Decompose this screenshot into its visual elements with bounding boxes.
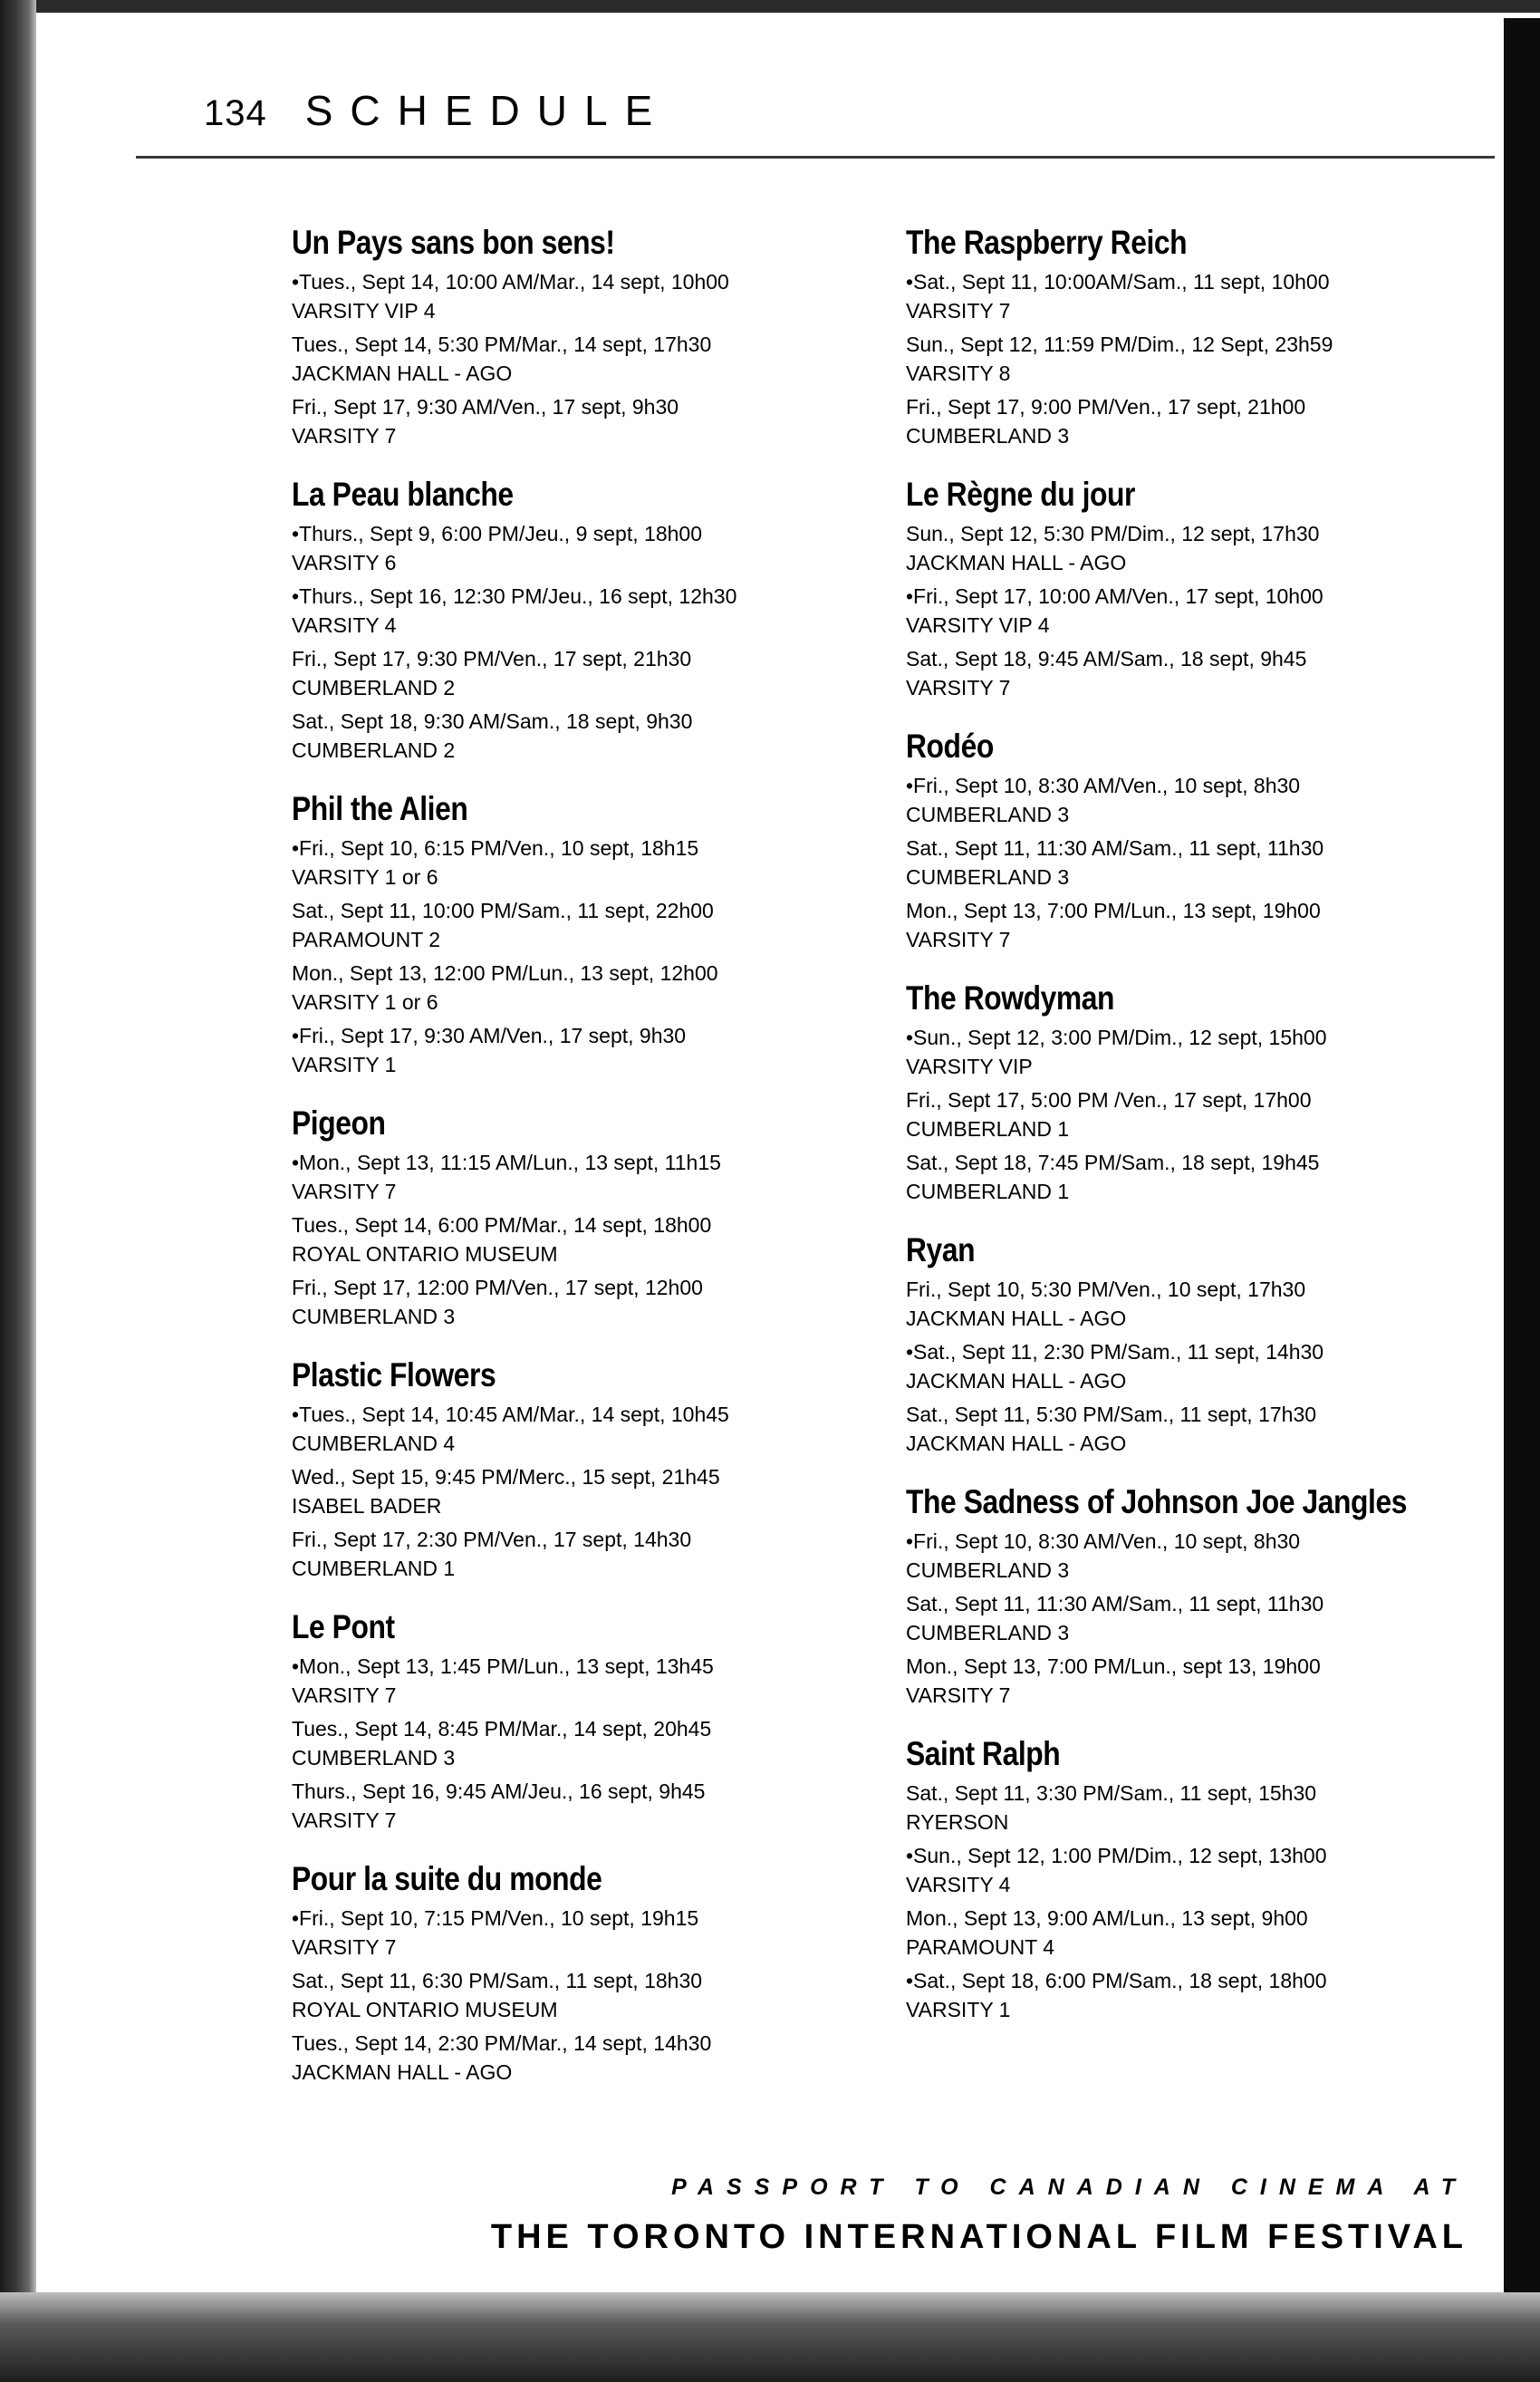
screening-time: Mon., Sept 13, 7:00 PM/Lun., 13 sept, 19h00 <box>906 899 1321 922</box>
screening-time: Fri., Sept 17, 9:00 PM/Ven., 17 sept, 21h00 <box>906 395 1306 419</box>
screening-venue: VARSITY 4 <box>292 613 397 637</box>
screening <box>906 1085 1495 1143</box>
screening <box>292 1525 881 1583</box>
screening-venue: JACKMAN HALL - AGO <box>906 551 1127 574</box>
screening-time: Sun., Sept 12, 11:59 PM/Dim., 12 Sept, 23h59 <box>906 333 1333 356</box>
screening <box>906 644 1495 702</box>
screening-time: Fri., Sept 17, 9:30 AM/Ven., 17 sept, 9h30 <box>292 395 679 419</box>
scan-edge-top <box>0 0 1540 13</box>
film-entry <box>292 1606 881 1835</box>
film-entry <box>906 474 1495 702</box>
scan-edge-bottom <box>0 2292 1540 2382</box>
scan-edge-left <box>0 0 36 2382</box>
screening-time: Sat., Sept 11, 10:00 PM/Sam., 11 sept, 22h00 <box>292 899 714 922</box>
film-entry <box>292 222 881 450</box>
film-entry <box>906 1733 1495 2024</box>
screening-venue: VARSITY 7 <box>906 299 1011 323</box>
screening-venue: ISABEL BADER <box>292 1494 442 1518</box>
screening-venue: VARSITY 1 <box>292 1053 397 1076</box>
screening-venue: VARSITY 7 <box>292 1180 397 1203</box>
screening-time: Fri., Sept 17, 2:30 PM/Ven., 17 sept, 14h30 <box>292 1528 692 1551</box>
screening <box>292 896 881 954</box>
screening-time: •Mon., Sept 13, 1:45 PM/Lun., 13 sept, 13h45 <box>292 1654 714 1678</box>
screening <box>292 1273 881 1331</box>
screening-time: Tues., Sept 14, 2:30 PM/Mar., 14 sept, 14h30 <box>292 2031 712 2055</box>
screening <box>292 1966 881 2024</box>
screening <box>906 1400 1495 1458</box>
screening-time: •Fri., Sept 10, 7:15 PM/Ven., 10 sept, 19h15 <box>292 1906 699 1930</box>
screening <box>292 392 881 450</box>
screening-venue: VARSITY VIP 4 <box>906 613 1050 637</box>
film-title: Ryan <box>906 1231 976 1268</box>
screening <box>906 1652 1495 1710</box>
screening-venue: JACKMAN HALL - AGO <box>906 1432 1127 1455</box>
screening <box>292 519 881 577</box>
screening-venue: VARSITY VIP 4 <box>292 299 436 323</box>
screening <box>292 644 881 702</box>
screening <box>906 582 1495 640</box>
screening <box>292 1210 881 1268</box>
screening-venue: PARAMOUNT 4 <box>906 1935 1055 1959</box>
screening-time: Sat., Sept 11, 3:30 PM/Sam., 11 sept, 15h30 <box>906 1781 1317 1805</box>
film-title: Phil the Alien <box>292 790 468 827</box>
screening-venue: CUMBERLAND 3 <box>292 1746 456 1770</box>
screening-time: Fri., Sept 10, 5:30 PM/Ven., 10 sept, 17h30 <box>906 1278 1306 1301</box>
screening-time: •Fri., Sept 17, 9:30 AM/Ven., 17 sept, 9h30 <box>292 1024 687 1047</box>
screening <box>292 582 881 640</box>
film-entry <box>292 1355 881 1583</box>
film-entry <box>906 1481 1495 1710</box>
screening-time: Sat., Sept 11, 11:30 AM/Sam., 11 sept, 11h30 <box>906 836 1324 860</box>
scan-edge-right <box>1504 18 1540 2382</box>
screening-time: Mon., Sept 13, 9:00 AM/Lun., 13 sept, 9h00 <box>906 1906 1308 1930</box>
film-title: Plastic Flowers <box>292 1356 496 1394</box>
screening <box>906 1275 1495 1333</box>
screening <box>292 1652 881 1710</box>
screening <box>292 1904 881 1962</box>
film-entry <box>292 1103 881 1331</box>
screening-venue: VARSITY 6 <box>292 551 397 574</box>
film-entry <box>292 788 881 1079</box>
screening-venue: JACKMAN HALL - AGO <box>292 2060 513 2084</box>
screening-venue: VARSITY 7 <box>906 928 1011 951</box>
film-title: Rodéo <box>906 728 994 765</box>
page-header <box>204 86 669 140</box>
screening-venue: VARSITY VIP <box>906 1055 1033 1078</box>
screening-venue: CUMBERLAND 1 <box>906 1180 1070 1203</box>
film-title: La Peau blanche <box>292 476 514 513</box>
screening-venue: CUMBERLAND 3 <box>906 424 1070 448</box>
schedule-column-left <box>292 222 881 2110</box>
screening-venue: CUMBERLAND 3 <box>906 865 1070 889</box>
screening-time: •Mon., Sept 13, 11:15 AM/Lun., 13 sept, 11h15 <box>292 1151 721 1174</box>
screening <box>292 330 881 388</box>
screening <box>906 1527 1495 1585</box>
screening-time: Tues., Sept 14, 5:30 PM/Mar., 14 sept, 17h30 <box>292 333 712 356</box>
screening <box>292 1777 881 1835</box>
screening <box>906 896 1495 954</box>
screening-venue: VARSITY 7 <box>292 1808 397 1832</box>
screening <box>292 959 881 1017</box>
screening-venue: CUMBERLAND 2 <box>292 676 456 699</box>
screening-venue: VARSITY 7 <box>906 676 1011 699</box>
screening-venue: CUMBERLAND 3 <box>292 1305 456 1328</box>
screening-time: Sat., Sept 11, 11:30 AM/Sam., 11 sept, 11h30 <box>906 1592 1324 1615</box>
screening <box>906 1841 1495 1899</box>
screening-time: •Sun., Sept 12, 1:00 PM/Dim., 12 sept, 13h00 <box>906 1844 1327 1867</box>
screening-venue: VARSITY 1 <box>906 1998 1011 2021</box>
screening-venue: ROYAL ONTARIO MUSEUM <box>292 1242 558 1266</box>
screening-venue: VARSITY 7 <box>292 1683 397 1707</box>
screening <box>906 1966 1495 2024</box>
screening-venue: CUMBERLAND 3 <box>906 1558 1070 1582</box>
screening-time: Sun., Sept 12, 5:30 PM/Dim., 12 sept, 17h30 <box>906 522 1320 545</box>
screening-time: Sat., Sept 11, 6:30 PM/Sam., 11 sept, 18h30 <box>292 1969 703 1992</box>
screening-venue: RYERSON <box>906 1810 1009 1834</box>
screening <box>292 1148 881 1206</box>
screening-venue: JACKMAN HALL - AGO <box>292 362 513 385</box>
screening-time: Mon., Sept 13, 12:00 PM/Lun., 13 sept, 12h00 <box>292 961 718 985</box>
screening-venue: JACKMAN HALL - AGO <box>906 1369 1127 1393</box>
screening <box>906 1148 1495 1206</box>
film-title: The Rowdyman <box>906 979 1114 1017</box>
screening-time: Fri., Sept 17, 5:00 PM /Ven., 17 sept, 17h00 <box>906 1088 1312 1112</box>
screening-time: •Sat., Sept 18, 6:00 PM/Sam., 18 sept, 18h00 <box>906 1969 1327 1992</box>
screening-venue: VARSITY 7 <box>906 1683 1011 1707</box>
screening <box>292 267 881 325</box>
screening <box>906 330 1495 388</box>
screening <box>292 1462 881 1520</box>
screening-venue: CUMBERLAND 2 <box>292 738 456 762</box>
screening-time: Sat., Sept 18, 9:30 AM/Sam., 18 sept, 9h30 <box>292 709 693 733</box>
schedule-column-right <box>906 222 1495 2048</box>
screening <box>906 1904 1495 1962</box>
screening-venue: VARSITY 7 <box>292 1935 397 1959</box>
film-title: Pigeon <box>292 1104 386 1142</box>
film-entry <box>906 222 1495 450</box>
film-title: Le Règne du jour <box>906 476 1136 513</box>
screening-venue: VARSITY 8 <box>906 362 1011 385</box>
screening <box>292 707 881 765</box>
screening-time: •Fri., Sept 17, 10:00 AM/Ven., 17 sept, 10h00 <box>906 584 1323 608</box>
screening <box>906 1023 1495 1081</box>
screening-venue: JACKMAN HALL - AGO <box>906 1307 1127 1330</box>
screening-time: •Fri., Sept 10, 8:30 AM/Ven., 10 sept, 8h30 <box>906 774 1301 797</box>
screening-venue: PARAMOUNT 2 <box>292 928 441 951</box>
screening-venue: VARSITY 1 or 6 <box>292 990 438 1014</box>
screening-venue: VARSITY 4 <box>906 1873 1011 1896</box>
screening-time: •Sat., Sept 11, 2:30 PM/Sam., 11 sept, 14h30 <box>906 1340 1324 1364</box>
film-entry <box>292 474 881 765</box>
screening-venue: CUMBERLAND 3 <box>906 1621 1070 1644</box>
section-title: SCHEDULE <box>304 87 670 134</box>
screening-time: •Sun., Sept 12, 3:00 PM/Dim., 12 sept, 15h00 <box>906 1026 1327 1049</box>
film-entry <box>292 1858 881 2087</box>
screening-time: •Fri., Sept 10, 6:15 PM/Ven., 10 sept, 18h15 <box>292 836 699 860</box>
screening <box>292 834 881 892</box>
film-entry <box>906 978 1495 1206</box>
screening-time: Thurs., Sept 16, 9:45 AM/Jeu., 16 sept, 9h45 <box>292 1779 706 1803</box>
screening <box>906 834 1495 892</box>
screening <box>292 1714 881 1772</box>
screening-time: Sat., Sept 11, 5:30 PM/Sam., 11 sept, 17h30 <box>906 1403 1317 1426</box>
screening-venue: VARSITY 7 <box>292 424 397 448</box>
screening <box>292 1400 881 1458</box>
screening-venue: VARSITY 1 or 6 <box>292 865 438 889</box>
screening-time: Tues., Sept 14, 8:45 PM/Mar., 14 sept, 20h45 <box>292 1717 712 1741</box>
screening-time: Sat., Sept 18, 9:45 AM/Sam., 18 sept, 9h45 <box>906 647 1307 670</box>
screening <box>906 267 1495 325</box>
screening-venue: CUMBERLAND 1 <box>906 1117 1070 1141</box>
footer-tagline: PASSPORT TO CANADIAN CINEMA AT <box>671 2175 1468 2200</box>
footer-festival-name: THE TORONTO INTERNATIONAL FILM FESTIVAL <box>490 2218 1468 2256</box>
screening-time: •Fri., Sept 10, 8:30 AM/Ven., 10 sept, 8h30 <box>906 1529 1301 1553</box>
screening-time: •Tues., Sept 14, 10:45 AM/Mar., 14 sept, 10h45 <box>292 1403 729 1426</box>
screening <box>906 519 1495 577</box>
screening-venue: CUMBERLAND 4 <box>292 1432 456 1455</box>
film-title: Le Pont <box>292 1608 395 1645</box>
screening <box>292 1021 881 1079</box>
screening-time: Wed., Sept 15, 9:45 PM/Merc., 15 sept, 21h45 <box>292 1465 720 1489</box>
screening-time: Mon., Sept 13, 7:00 PM/Lun., sept 13, 19h00 <box>906 1654 1321 1678</box>
film-title: The Sadness of Johnson Joe Jangles <box>906 1483 1407 1520</box>
screening <box>906 392 1495 450</box>
screening <box>292 2029 881 2087</box>
film-title: Saint Ralph <box>906 1735 1061 1772</box>
screening <box>906 1337 1495 1395</box>
screening-time: Fri., Sept 17, 9:30 PM/Ven., 17 sept, 21h30 <box>292 647 692 670</box>
header-rule <box>136 156 1495 159</box>
screening-venue: ROYAL ONTARIO MUSEUM <box>292 1998 558 2021</box>
screening-venue: CUMBERLAND 3 <box>906 803 1070 826</box>
screening-time: Tues., Sept 14, 6:00 PM/Mar., 14 sept, 18h00 <box>292 1213 712 1237</box>
screening <box>906 1589 1495 1647</box>
screening-time: Fri., Sept 17, 12:00 PM/Ven., 17 sept, 12h00 <box>292 1276 703 1299</box>
film-title: Pour la suite du monde <box>292 1860 602 1897</box>
screening <box>906 1779 1495 1837</box>
film-entry <box>906 726 1495 954</box>
film-title: The Raspberry Reich <box>906 224 1188 261</box>
film-title: Un Pays sans bon sens! <box>292 224 615 261</box>
film-entry <box>906 1230 1495 1458</box>
screening-venue: CUMBERLAND 1 <box>292 1557 456 1580</box>
screening-time: •Thurs., Sept 16, 12:30 PM/Jeu., 16 sept, 12h30 <box>292 584 737 608</box>
screening-time: Sat., Sept 18, 7:45 PM/Sam., 18 sept, 19h45 <box>906 1151 1320 1174</box>
screening <box>906 771 1495 829</box>
page-number: 134 <box>204 93 267 133</box>
screening-time: •Tues., Sept 14, 10:00 AM/Mar., 14 sept, 10h00 <box>292 270 729 294</box>
screening-time: •Sat., Sept 11, 10:00AM/Sam., 11 sept, 10h00 <box>906 270 1330 294</box>
screening-time: •Thurs., Sept 9, 6:00 PM/Jeu., 9 sept, 18h00 <box>292 522 702 545</box>
